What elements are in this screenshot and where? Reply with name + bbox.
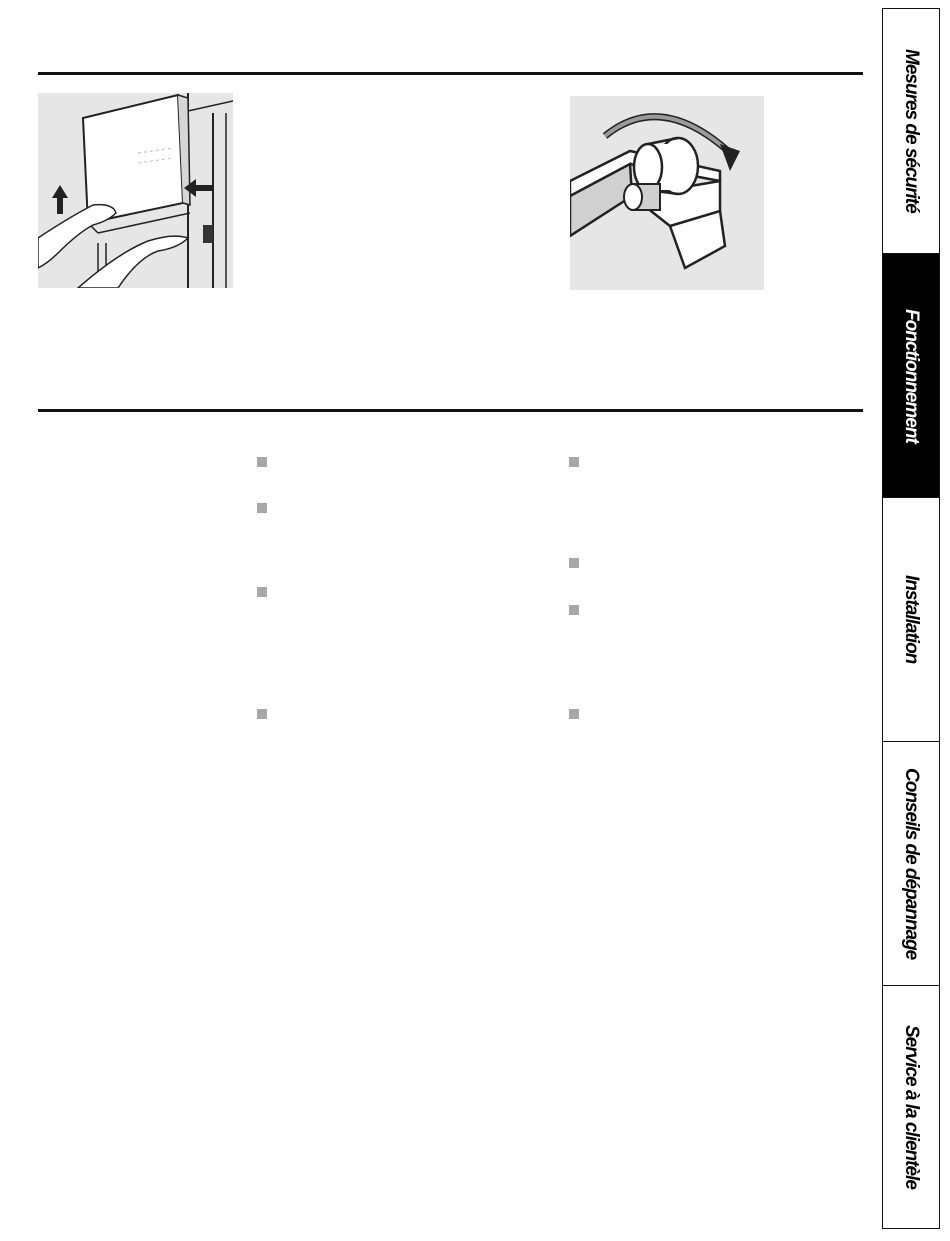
list-bullet: [569, 605, 579, 615]
tab-service-a-la-clientele[interactable]: [882, 985, 940, 1229]
rotate-knob-illustration: [570, 96, 764, 290]
tab-conseils-de-depannage[interactable]: [882, 741, 940, 986]
section-rule-top: [38, 72, 863, 75]
tab-mesures-de-securite[interactable]: [882, 8, 940, 254]
section-tabs: [882, 8, 940, 1230]
tab-label: Installation: [901, 575, 922, 664]
tab-label: Fonctionnement: [901, 308, 922, 443]
list-bullet: [569, 709, 579, 719]
tab-installation[interactable]: [882, 497, 940, 742]
list-bullet: [569, 558, 579, 568]
list-bullet: [257, 587, 267, 597]
shelf-removal-illustration: [38, 93, 233, 288]
list-bullet: [257, 457, 267, 467]
list-bullet: [257, 709, 267, 719]
section-rule-middle: [38, 409, 863, 412]
list-bullet: [257, 503, 267, 513]
tab-label: Service à la clientèle: [901, 1025, 922, 1189]
list-bullet: [569, 457, 579, 467]
tab-label: Mesures de sécurité: [901, 49, 922, 213]
tab-label: Conseils de dépannage: [901, 767, 922, 960]
tab-fonctionnement[interactable]: [882, 253, 940, 498]
